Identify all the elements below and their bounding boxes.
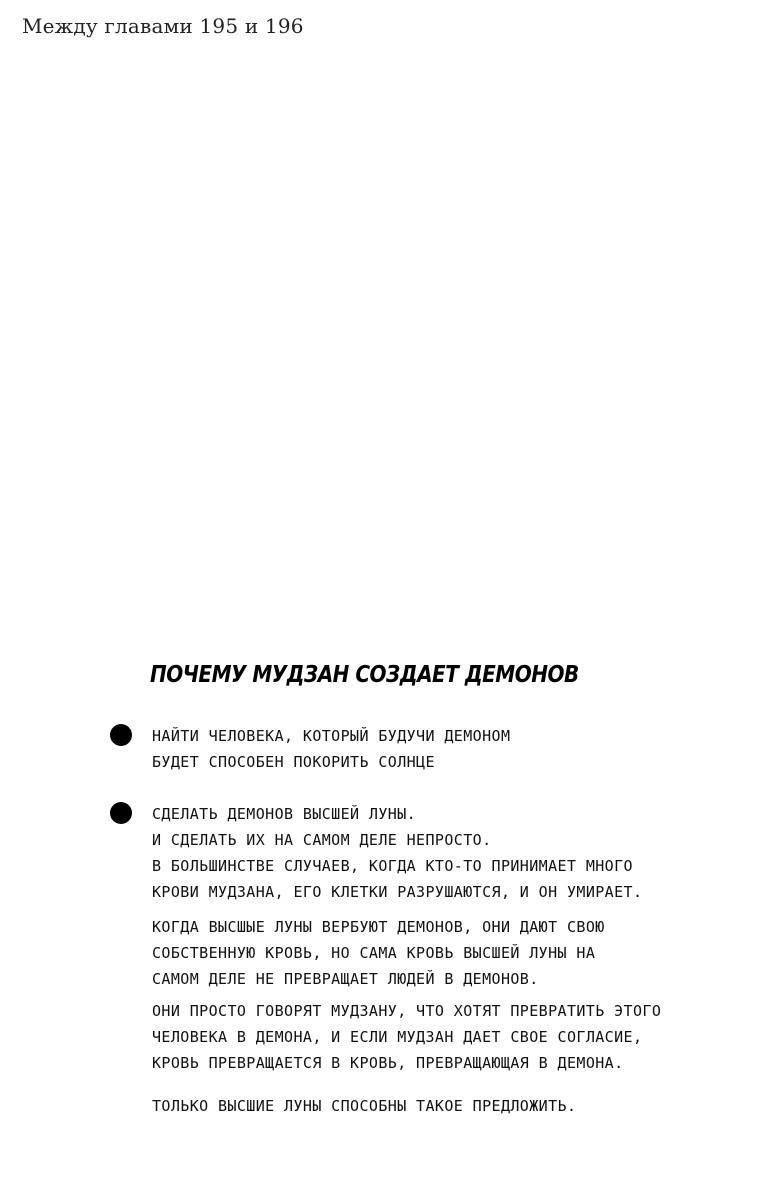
paragraph-1-line-2: СОБСТВЕННУЮ КРОВЬ, НО САМА КРОВЬ ВЫСШЕЙ ЛУНЫ НА — [152, 944, 596, 962]
closing-line: ТОЛЬКО ВЫСШИЕ ЛУНЫ СПОСОБНЫ ТАКОЕ ПРЕДЛОЖИТЬ. — [152, 1097, 577, 1115]
bullet-1-line-1: НАЙТИ ЧЕЛОВЕКА, КОТОРЫЙ БУДУЧИ ДЕМОНОМ — [152, 727, 511, 745]
bullet-2 — [110, 802, 132, 824]
bullet-2-line-1: СДЕЛАТЬ ДЕМОНОВ ВЫСШЕЙ ЛУНЫ. — [152, 805, 417, 823]
paragraph-1-line-1: КОГДА ВЫСШЫЕ ЛУНЫ ВЕРБУЮТ ДЕМОНОВ, ОНИ ДАЮТ СВОЮ — [152, 918, 605, 936]
paragraph-2-line-2: ЧЕЛОВЕКА В ДЕМОНА, И ЕСЛИ МУДЗАН ДАЕТ СВОЕ СОГЛАСИЕ, — [152, 1028, 643, 1046]
paragraph-2-line-3: КРОВЬ ПРЕВРАЩАЕТСЯ В КРОВЬ, ПРЕВРАЩАЮЩАЯ В ДЕМОНА. — [152, 1054, 624, 1072]
bullet-2-line-2: И СДЕЛАТЬ ИХ НА САМОМ ДЕЛЕ НЕПРОСТО. — [152, 831, 492, 849]
bullet-2-line-3: В БОЛЬШИНСТВЕ СЛУЧАЕВ, КОГДА КТО-ТО ПРИНИМАЕТ МНОГО — [152, 857, 633, 875]
page-header: Между главами 195 и 196 — [22, 14, 304, 38]
bullet-2-line-4: КРОВИ МУДЗАНА, ЕГО КЛЕТКИ РАЗРУШАЮТСЯ, И ОН УМИРАЕТ. — [152, 883, 643, 901]
paragraph-2-line-1: ОНИ ПРОСТО ГОВОРЯТ МУДЗАНУ, ЧТО ХОТЯТ ПРЕВРАТИТЬ ЭТОГО — [152, 1002, 662, 1020]
bullet-1-line-2: БУДЕТ СПОСОБЕН ПОКОРИТЬ СОЛНЦЕ — [152, 753, 435, 771]
bullet-1 — [110, 724, 132, 746]
article-heading: ПОЧЕМУ МУДЗАН СОЗДАЕТ ДЕМОНОВ — [150, 660, 579, 688]
paragraph-1-line-3: САМОМ ДЕЛЕ НЕ ПРЕВРАЩАЕТ ЛЮДЕЙ В ДЕМОНОВ. — [152, 970, 539, 988]
